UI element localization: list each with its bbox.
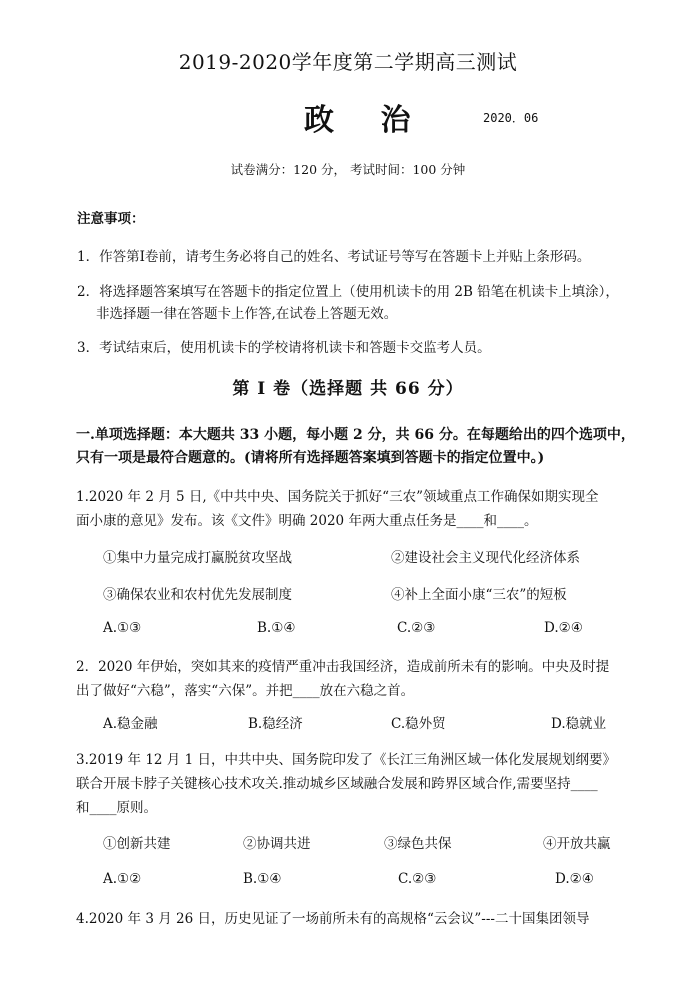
- option: A.稳金融: [103, 716, 158, 732]
- option: D.②④: [544, 620, 583, 636]
- option: B.①④: [257, 620, 296, 636]
- statement: ②协调共进: [243, 836, 311, 852]
- notice-item: 1．作答第Ⅰ卷前，请考生务必将自己的姓名、考试证号等写在答题卡上并贴上条形码。: [77, 249, 591, 265]
- question-1-stem: 1.2020 年 2 月 5 日,《中共中央、国务院关于抓好“三农”领域重点工作确保如期实现全: [76, 489, 599, 505]
- option: B.稳经济: [248, 716, 303, 732]
- option: A.①②: [103, 871, 142, 887]
- option: C.②③: [398, 871, 437, 887]
- question-4-stem: 4.2020 年 3 月 26 日，历史见证了一场前所未有的高规格“云会议”---二十国集团领导: [76, 911, 590, 927]
- section-instruction: 一.单项选择题：本大题共 33 小题，每小题 2 分，共 66 分。在每题给出的四个选项中，: [76, 427, 635, 443]
- statement: ④开放共赢: [543, 836, 611, 852]
- statement: ②建设社会主义现代化经济体系: [391, 550, 580, 566]
- question-3-stem: 3.2019 年 12 月 1 日，中共中央、国务院印发了《长江三角洲区域一体化发展规划纲要》: [76, 752, 616, 768]
- statement: ③绿色共保: [384, 836, 452, 852]
- question-3-stem: 和____原则。: [76, 800, 157, 816]
- question-2-stem: 出了做好“六稳”，落实“六保”。并把____放在六稳之首。: [76, 683, 415, 699]
- question-3-stem: 联合开展卡脖子关键核心技术攻关.推动城乡区域融合发展和跨界区域合作,需要坚持____: [76, 776, 598, 792]
- section-instruction: 只有一项是最符合题意的。(请将所有选择题答案填到答题卡的指定位置中。): [76, 450, 545, 466]
- subject-title: 政 治: [304, 103, 429, 138]
- exam-meta: 试卷满分：120 分， 考试时间：100 分钟: [230, 162, 466, 177]
- notice-item: 非选择题一律在答题卡上作答,在试卷上答题无效。: [96, 306, 398, 322]
- option: C.稳外贸: [391, 716, 446, 732]
- exam-date: 2020．06: [483, 111, 539, 125]
- section-title: 第 Ⅰ 卷（选择题 共 66 分）: [232, 379, 464, 399]
- question-2-stem: 2．2020 年伊始，突如其来的疫情严重冲击我国经济，造成前所未有的影响。中央及时提: [76, 659, 610, 675]
- notice-title: 注意事项：: [77, 211, 145, 227]
- option: C.②③: [397, 620, 436, 636]
- exam-title: 2019-2020学年度第二学期高三测试: [178, 50, 518, 74]
- notice-item: 3．考试结束后，使用机读卡的学校请将机读卡和答题卡交监考人员。: [77, 340, 491, 356]
- option: D.②④: [555, 871, 594, 887]
- statement: ①集中力量完成打赢脱贫攻坚战: [103, 550, 292, 566]
- statement: ①创新共建: [103, 836, 171, 852]
- statement: ③确保农业和农村优先发展制度: [103, 587, 292, 603]
- notice-item: 2．将选择题答案填写在答题卡的指定位置上（使用机读卡的用 2B 铅笔在机读卡上填涂），: [77, 284, 619, 300]
- question-1-stem: 面小康的意见》发布。该《文件》明确 2020 年两大重点任务是____和____。: [76, 513, 538, 529]
- statement: ④补上全面小康“三农”的短板: [391, 587, 567, 603]
- option: A.①③: [103, 620, 142, 636]
- option: B.①④: [243, 871, 282, 887]
- option: D.稳就业: [551, 716, 607, 732]
